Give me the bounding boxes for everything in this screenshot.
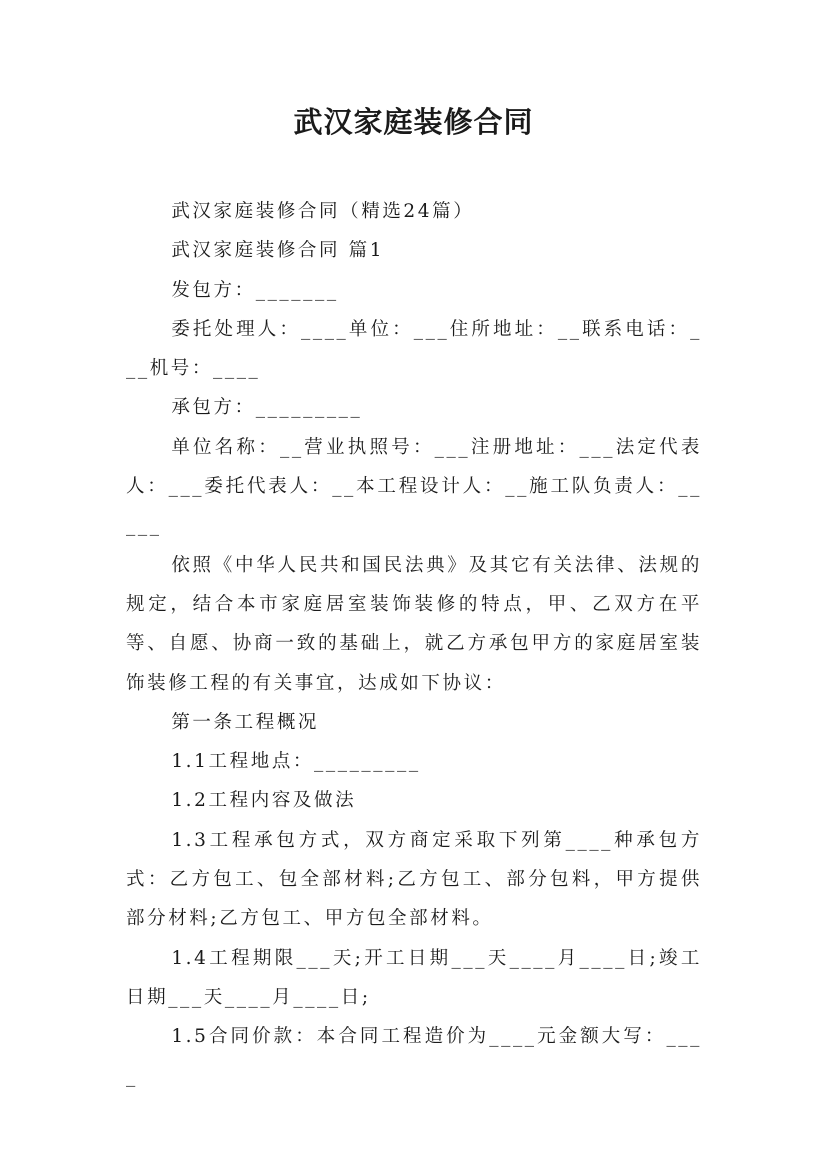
paragraph-employer-agent: 委托处理人：____单位：___住所地址：__联系电话：___机号：____ xyxy=(126,318,702,380)
paragraph-clause-1-3: 1.3工程承包方式，双方商定采取下列第____种承包方式：乙方包工、包全部材料;乙方包工、部分包料，甲方提供部分材料;乙方包工、甲方包全部材料。 xyxy=(126,829,702,930)
paragraph-clause-1-4: 1.4工程期限___天;开工日期___天____月____日;竣工日期___天____月____日; xyxy=(126,947,702,1008)
paragraph-article-heading: 武汉家庭装修合同 篇1 xyxy=(171,240,385,262)
paragraph-employer: 发包方：_______ xyxy=(171,279,339,301)
paragraph-contractor-details: 单位名称：__营业执照号：___注册地址：___法定代表人：___委托代表人：__本工程设计人：__施工队负责人：_____ xyxy=(126,436,702,537)
paragraph-clause-1-1: 1.1工程地点：_________ xyxy=(171,751,421,773)
document-title: 武汉家庭装修合同 xyxy=(293,105,534,139)
paragraph-section-heading: 第一条工程概况 xyxy=(171,711,320,733)
paragraph-clause-1-2: 1.2工程内容及做法 xyxy=(171,790,357,812)
document-body xyxy=(126,192,702,1096)
paragraph-preamble: 依照《中华人民共和国民法典》及其它有关法律、法规的规定，结合本市家庭居室装饰装修的特点，甲、乙双方在平等、自愿、协商一致的基础上，就乙方承包甲方的家庭居室装饰装修工程的有关事宜，达成如下协议： xyxy=(126,554,702,694)
paragraph-collection-title: 武汉家庭装修合同（精选24篇） xyxy=(171,201,475,222)
paragraph-contractor: 承包方：_________ xyxy=(171,397,363,419)
paragraph-clause-1-5: 1.5合同价款：本合同工程造价为____元金额大写：____ xyxy=(126,1026,702,1087)
